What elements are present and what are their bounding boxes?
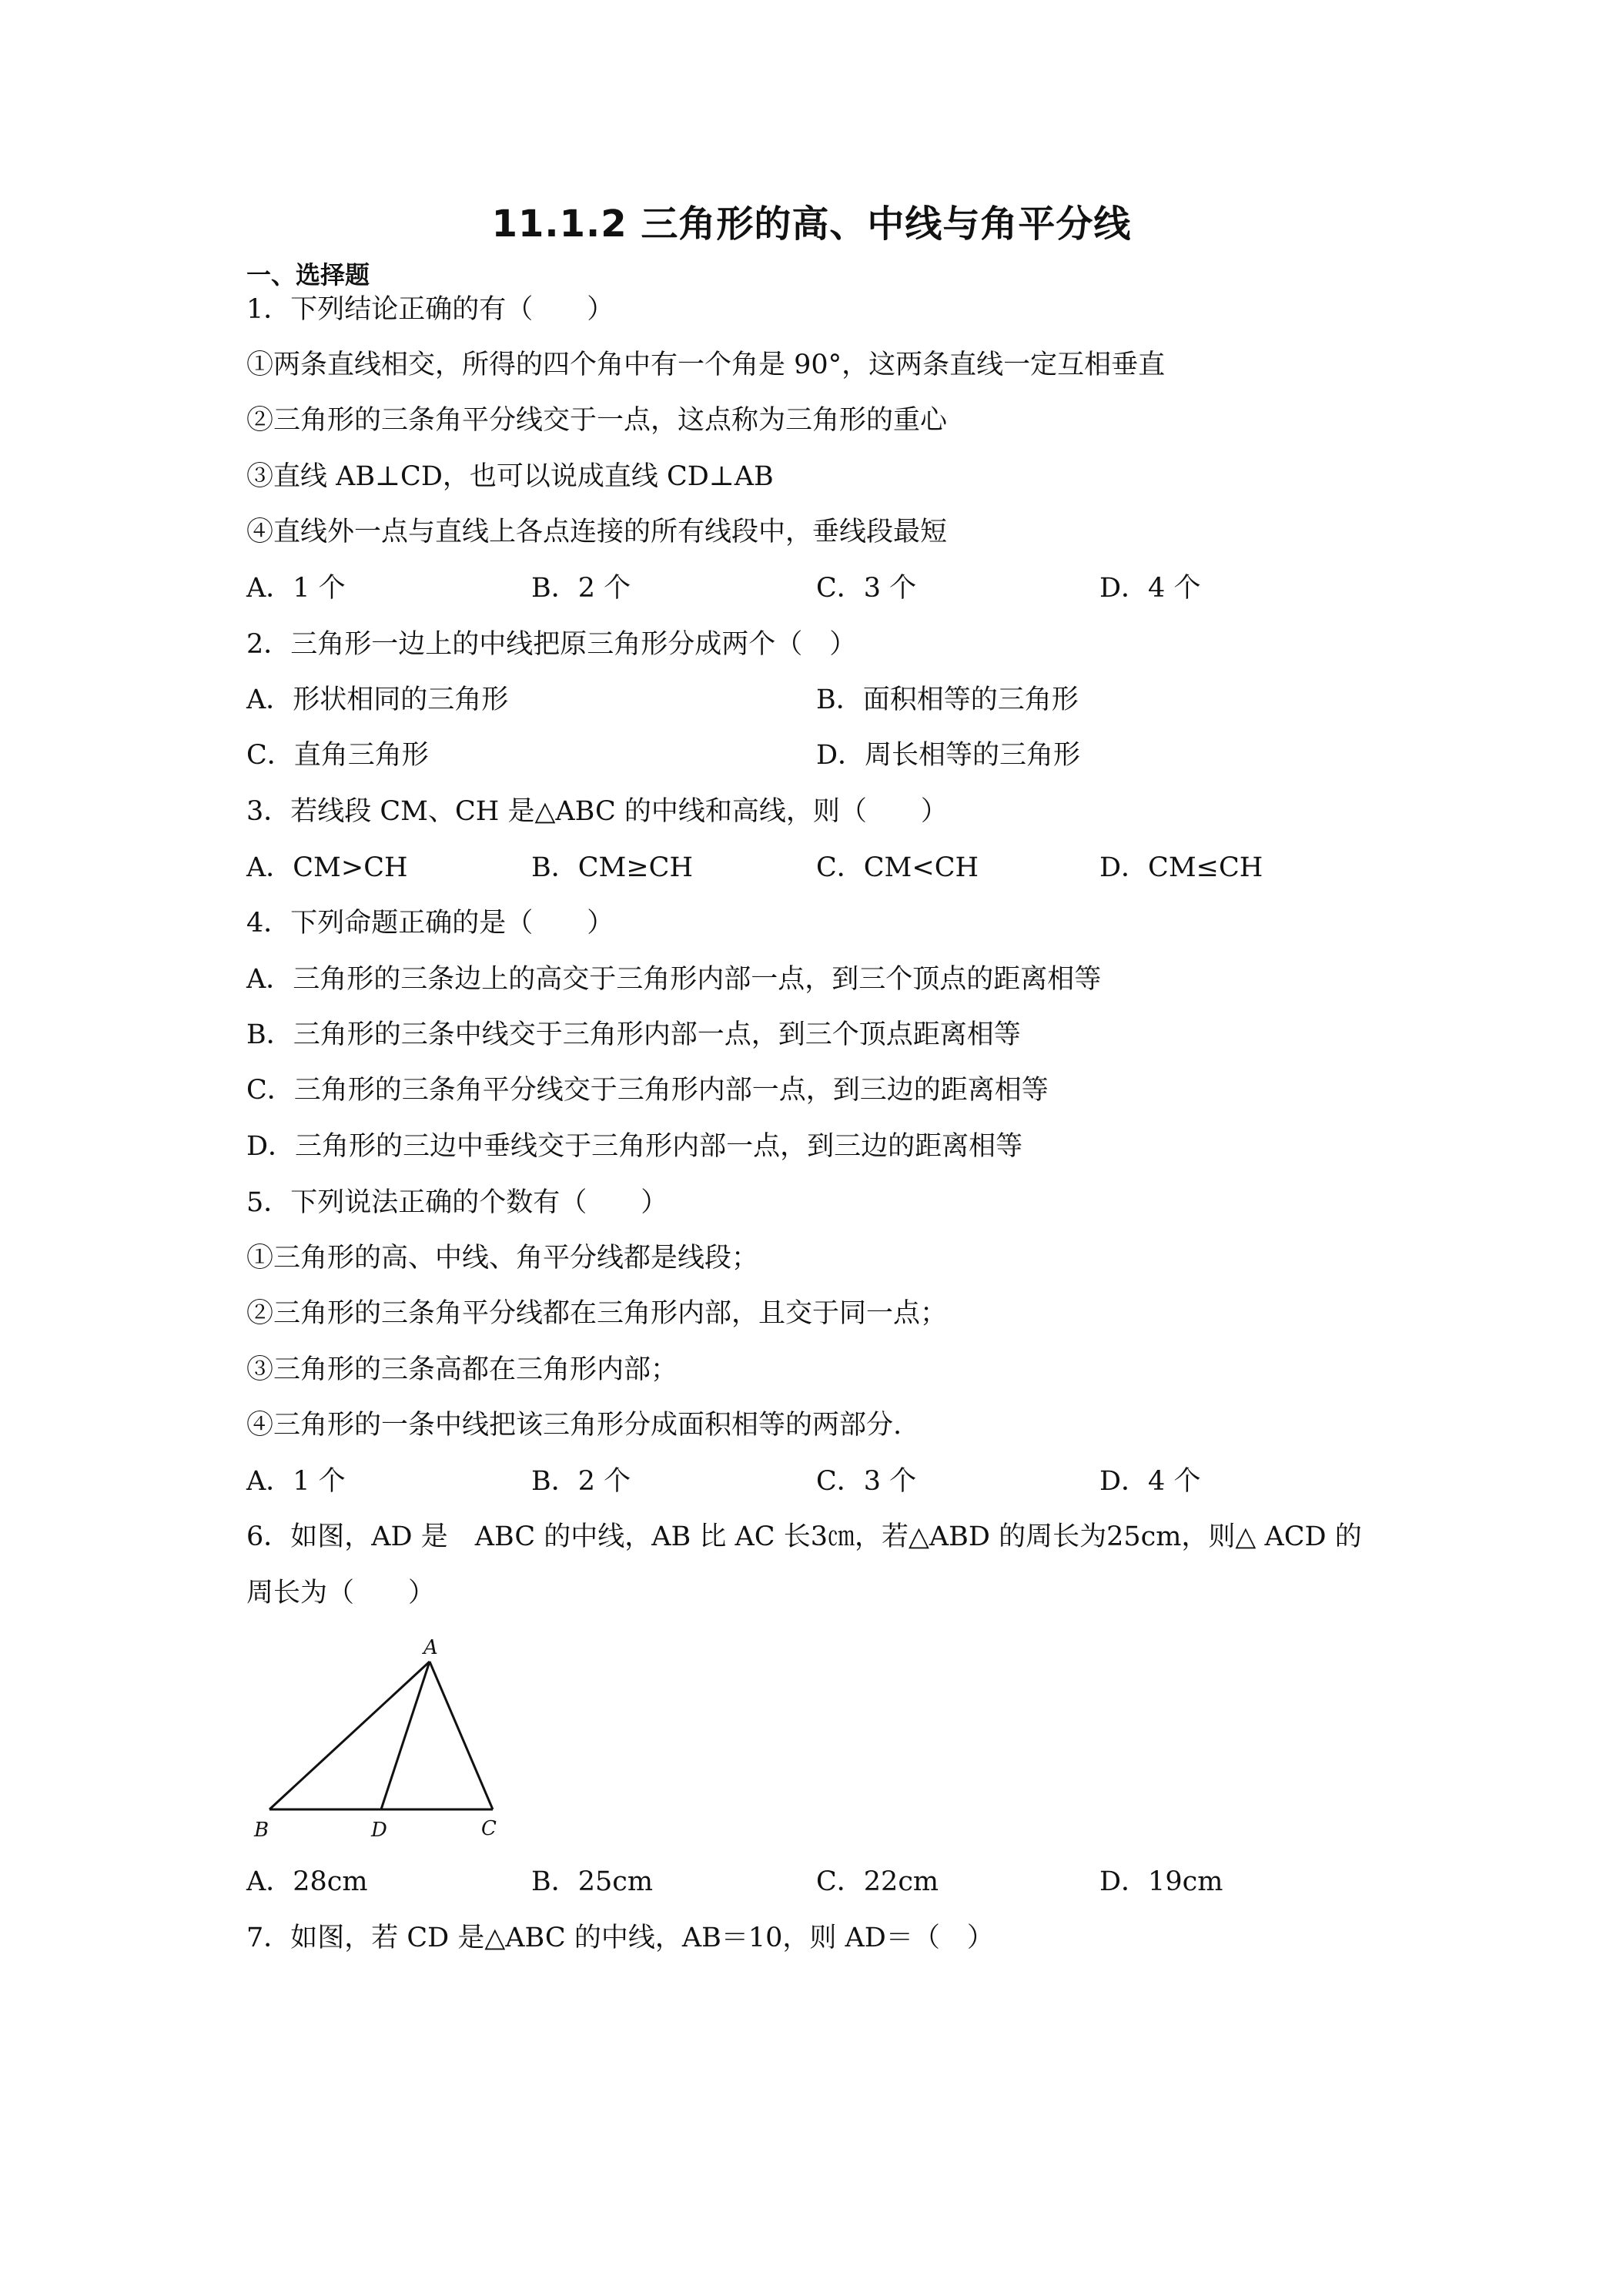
q5-statement-3: ③三角形的三条高都在三角形内部； bbox=[246, 1354, 678, 1385]
q3-option-b: B．CM≥CH bbox=[531, 852, 693, 883]
label-b: B bbox=[254, 1819, 269, 1842]
q5-option-b: B．2 个 bbox=[531, 1466, 631, 1497]
q4-option-b: B．三角形的三条中线交于三角形内部一点，到三个顶点距离相等 bbox=[246, 1019, 1021, 1050]
segment-ac bbox=[430, 1662, 493, 1809]
section-heading: 一、选择题 bbox=[246, 260, 370, 290]
q4-option-a: A．三角形的三条边上的高交于三角形内部一点，到三个顶点的距离相等 bbox=[246, 964, 1102, 995]
q6-option-a: A．28cm bbox=[246, 1866, 368, 1897]
q1-statement-2: ②三角形的三条角平分线交于一点，这点称为三角形的重心 bbox=[246, 405, 948, 436]
q3-option-d: D．CM≤CH bbox=[1099, 852, 1263, 883]
q6-triangle-figure bbox=[246, 1632, 508, 1848]
q5-statement-2: ②三角形的三条角平分线都在三角形内部，且交于同一点； bbox=[246, 1298, 948, 1329]
label-a: A bbox=[423, 1636, 438, 1659]
q1-stem: 1．下列结论正确的有（ ） bbox=[246, 294, 614, 325]
label-d: D bbox=[371, 1819, 387, 1842]
q4-option-c: C．三角形的三条角平分线交于三角形内部一点，到三边的距离相等 bbox=[246, 1075, 1049, 1106]
q5-stem: 5．下列说法正确的个数有（ ） bbox=[246, 1187, 668, 1218]
q4-stem: 4．下列命题正确的是（ ） bbox=[246, 908, 614, 939]
q2-stem: 2．三角形一边上的中线把原三角形分成两个（ ） bbox=[246, 629, 857, 660]
q3-option-c: C．CM<CH bbox=[816, 852, 979, 883]
q3-option-a: A．CM>CH bbox=[246, 852, 408, 883]
q2-option-c: C．直角三角形 bbox=[246, 740, 429, 771]
q1-statement-4: ④直线外一点与直线上各点连接的所有线段中，垂线段最短 bbox=[246, 517, 948, 547]
q1-option-d: D．4 个 bbox=[1099, 573, 1201, 604]
q2-option-d: D．周长相等的三角形 bbox=[816, 740, 1081, 771]
q1-statement-3: ③直线 AB⊥CD，也可以说成直线 CD⊥AB bbox=[246, 461, 774, 492]
q5-option-a: A．1 个 bbox=[246, 1466, 346, 1497]
q1-option-b: B．2 个 bbox=[531, 573, 631, 604]
q2-option-b: B．面积相等的三角形 bbox=[816, 684, 1079, 715]
triangle-diagram bbox=[246, 1632, 508, 1848]
page-title: 11.1.2 三角形的高、中线与角平分线 bbox=[491, 202, 1132, 246]
q2-option-a: A．形状相同的三角形 bbox=[246, 684, 509, 715]
q6-stem-line-1: 6．如图，AD 是 ABC 的中线，AB 比 AC 长3㎝，若△ABD 的周长为25cm，则△ ACD 的 bbox=[246, 1521, 1362, 1552]
q5-option-d: D．4 个 bbox=[1099, 1466, 1201, 1497]
q6-option-b: B．25cm bbox=[531, 1866, 654, 1897]
label-c: C bbox=[481, 1817, 497, 1840]
q6-option-c: C．22cm bbox=[816, 1866, 939, 1897]
q1-option-a: A．1 个 bbox=[246, 573, 346, 604]
q1-option-c: C．3 个 bbox=[816, 573, 917, 604]
q6-stem-line-2: 周长为（ ） bbox=[246, 1578, 436, 1608]
q5-option-c: C．3 个 bbox=[816, 1466, 917, 1497]
q6-option-d: D．19cm bbox=[1099, 1866, 1223, 1897]
q7-stem: 7．如图，若 CD 是△ABC 的中线，AB＝10，则 AD＝（ ） bbox=[246, 1923, 994, 1953]
q5-statement-4: ④三角形的一条中线把该三角形分成面积相等的两部分. bbox=[246, 1410, 902, 1441]
q3-stem: 3．若线段 CM、CH 是△ABC 的中线和高线，则（ ） bbox=[246, 796, 948, 827]
q1-statement-1: ①两条直线相交，所得的四个角中有一个角是 90°，这两条直线一定互相垂直 bbox=[246, 350, 1166, 380]
q5-statement-1: ①三角形的高、中线、角平分线都是线段； bbox=[246, 1243, 759, 1274]
q4-option-d: D．三角形的三边中垂线交于三角形内部一点，到三边的距离相等 bbox=[246, 1131, 1023, 1162]
